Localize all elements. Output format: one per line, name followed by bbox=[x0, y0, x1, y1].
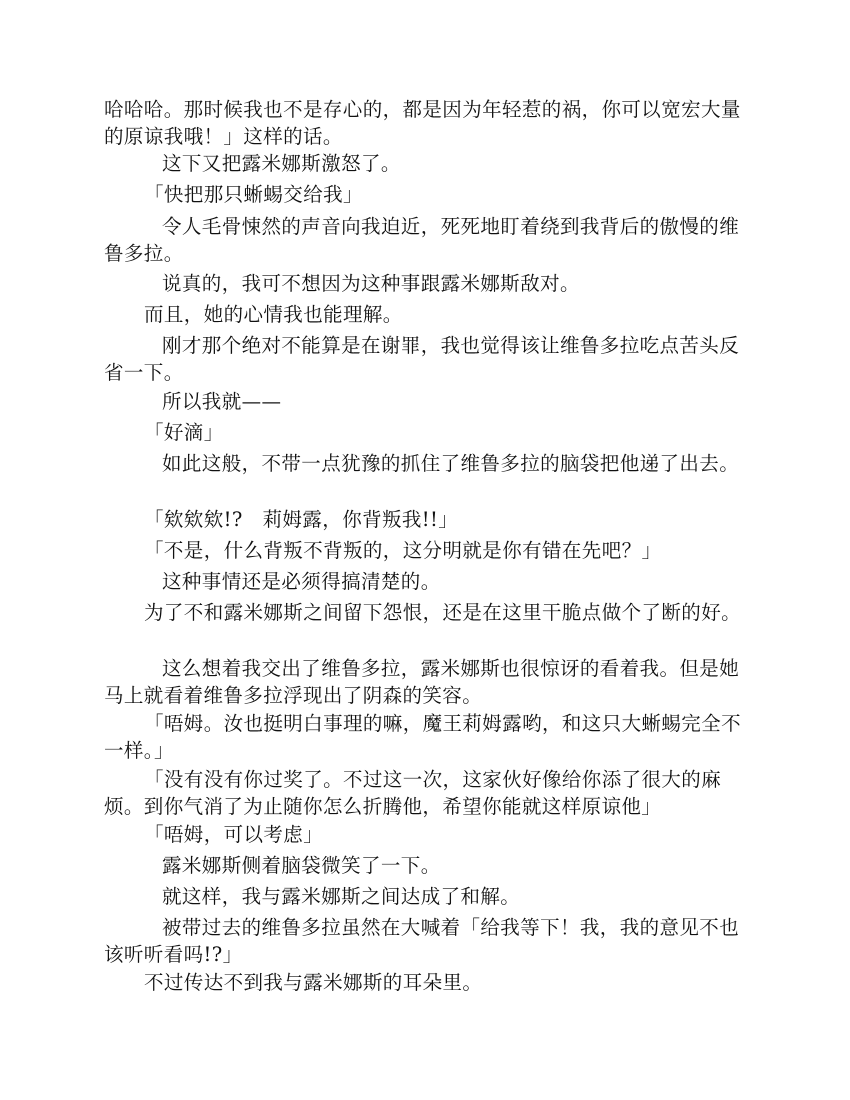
paragraph: 所以我就—— bbox=[162, 390, 282, 413]
paragraph: 刚才那个绝对不能算是在谢罪，我也觉得该让维鲁多拉吃点苦头反省一下。 bbox=[104, 334, 740, 384]
paragraph: 不过传达不到我与露米娜斯的耳朵里。 bbox=[144, 971, 483, 994]
paragraph: 这下又把露米娜斯激怒了。 bbox=[162, 152, 401, 175]
dialogue-line: 「不是，什么背叛不背叛的，这分明就是你有错在先吧？」 bbox=[144, 539, 662, 562]
paragraph: 如此这般，不带一点犹豫的抓住了维鲁多拉的脑袋把他递了出去。 bbox=[162, 452, 740, 475]
paragraph: 就这样，我与露米娜斯之间达成了和解。 bbox=[162, 885, 521, 908]
paragraph: 而且，她的心情我也能理解。 bbox=[144, 303, 403, 326]
paragraph: 哈哈哈。那时候我也不是存心的，都是因为年轻惹的祸，你可以宽宏大量的原谅我哦！」这样的话。 bbox=[104, 98, 741, 148]
dialogue-line: 「好滴」 bbox=[144, 421, 224, 444]
paragraph: 为了不和露米娜斯之间留下怨恨，还是在这里干脆点做个了断的好。 bbox=[144, 601, 742, 624]
dialogue-line: 「快把那只蜥蜴交给我」 bbox=[144, 183, 363, 206]
paragraph: 令人毛骨悚然的声音向我迫近，死死地盯着绕到我背后的傲慢的维鲁多拉。 bbox=[104, 215, 740, 265]
paragraph: 被带过去的维鲁多拉虽然在大喊着「给我等下！我，我的意见不也该听听看吗!?」 bbox=[104, 916, 740, 966]
paragraph: 露米娜斯侧着脑袋微笑了一下。 bbox=[162, 854, 441, 877]
paragraph: 这种事情还是必须得搞清楚的。 bbox=[162, 570, 441, 593]
paragraph: 说真的，我可不想因为这种事跟露米娜斯敌对。 bbox=[162, 272, 580, 295]
dialogue-line: 「没有没有你过奖了。不过这一次，这家伙好像给你添了很大的麻烦。到你气消了为止随你怎么折腾他，希望你能就这样原谅他」 bbox=[104, 768, 722, 818]
dialogue-line: 「欸欸欸!? 莉姆露，你背叛我!!」 bbox=[144, 508, 459, 531]
paragraph: 这么想着我交出了维鲁多拉，露米娜斯也很惊讶的看着我。但是她马上就看着维鲁多拉浮现出了阴森的笑容。 bbox=[104, 657, 740, 707]
dialogue-line: 「唔姆。汝也挺明白事理的嘛，魔王莉姆露哟，和这只大蜥蜴完全不一样。」 bbox=[104, 712, 742, 762]
dialogue-line: 「唔姆，可以考虑」 bbox=[144, 823, 324, 846]
